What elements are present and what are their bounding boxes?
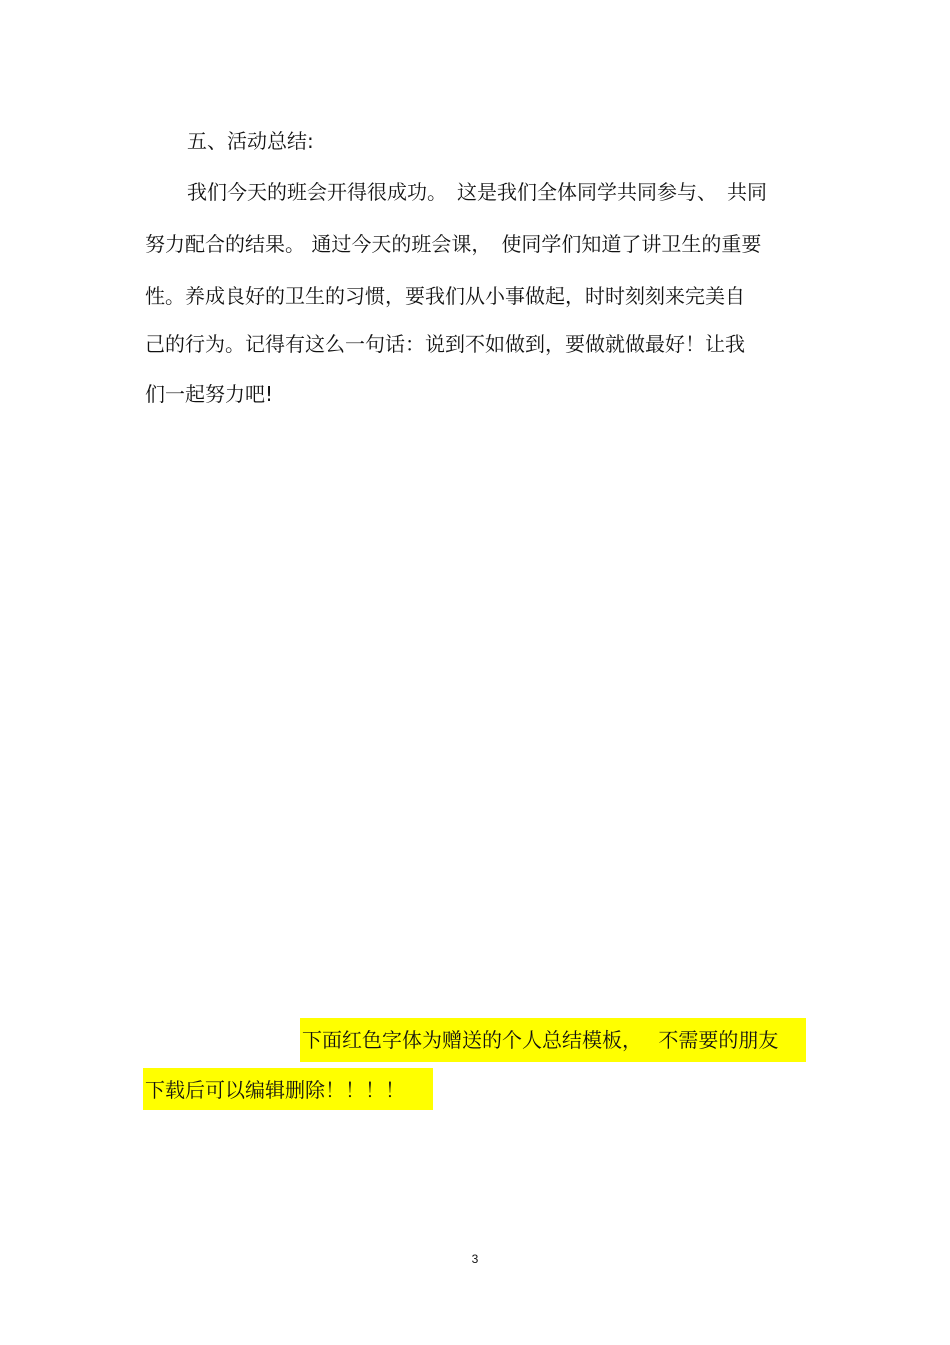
paragraph-line-3: 性。养成良好的卫生的习惯，要我们从小事做起，时时刻刻来完美自: [145, 284, 745, 308]
paragraph-line-1: 我们今天的班会开得很成功。 这是我们全体同学共同参与、 共同: [187, 180, 767, 204]
section-heading: 五、活动总结:: [187, 129, 314, 153]
notice-line-1: 下面红色字体为赠送的个人总结模板， 不需要的朋友: [300, 1018, 806, 1062]
paragraph-line-5: 们一起努力吧!: [145, 382, 274, 406]
page-number: 3: [471, 1252, 479, 1266]
notice-line-2: 下载后可以编辑删除！！！！: [143, 1068, 433, 1110]
paragraph-line-4: 己的行为。记得有这么一句话：说到不如做到，要做就做最好！让我: [145, 332, 745, 356]
paragraph-line-2: 努力配合的结果。 通过今天的班会课， 使同学们知道了讲卫生的重要: [145, 232, 762, 256]
